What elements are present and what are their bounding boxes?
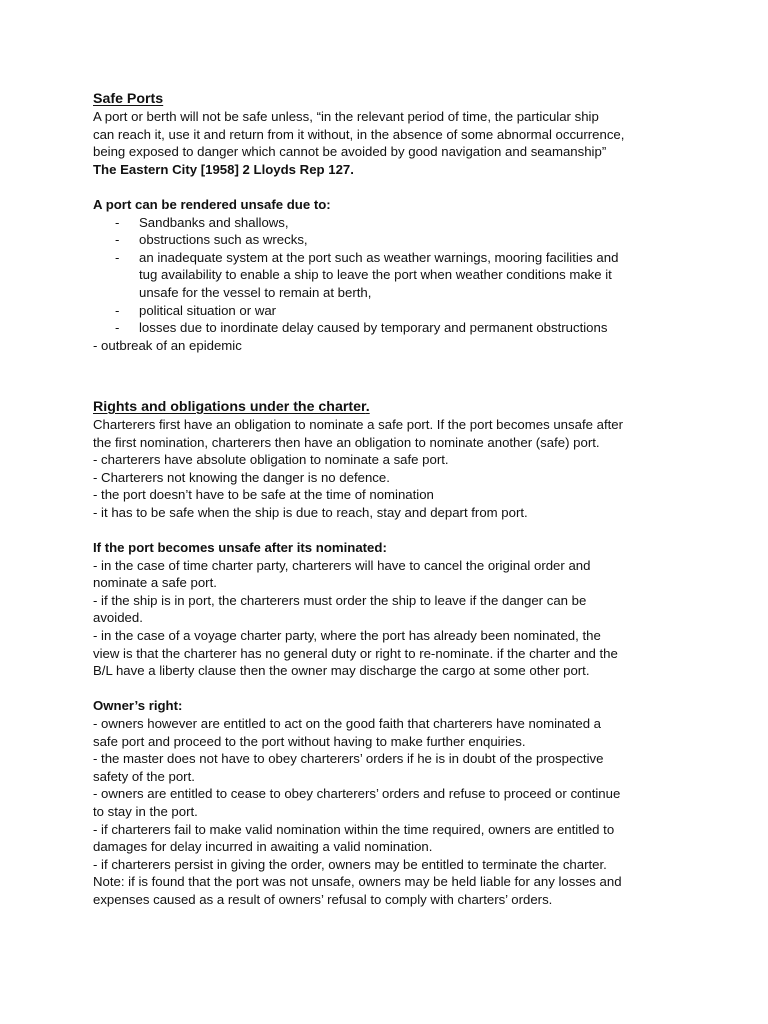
text-line: nominate a safe port. bbox=[93, 575, 217, 591]
text-line: Charterers first have an obligation to nominate a safe port. If the port becomes unsafe after bbox=[93, 416, 623, 432]
list-item bbox=[93, 302, 683, 320]
text-line: - in the case of time charter party, charterers will have to cancel the original order and bbox=[93, 557, 591, 573]
bullet-dash: - bbox=[115, 214, 120, 230]
list-item bbox=[93, 214, 683, 232]
bullet-dash: - bbox=[115, 249, 120, 265]
bullet-dash: - bbox=[115, 302, 120, 318]
text-line: A port or berth will not be safe unless, “in the relevant period of time, the particular ship bbox=[93, 109, 599, 124]
text-line: Sandbanks and shallows, bbox=[139, 214, 289, 230]
rights-paragraph bbox=[93, 416, 683, 522]
text-line: - it has to be safe when the ship is due to reach, stay and depart from port. bbox=[93, 504, 528, 520]
text-line: unsafe for the vessel to remain at berth, bbox=[139, 284, 372, 300]
text-line: - owners are entitled to cease to obey charterers’ orders and refuse to proceed or continue bbox=[93, 786, 621, 802]
text-line: - if charterers fail to make valid nomination within the time required, owners are entitled to bbox=[93, 821, 615, 837]
text-line: - Charterers not knowing the danger is no defence. bbox=[93, 469, 390, 485]
text-line: - if charterers persist in giving the order, owners may be entitled to terminate the charter. bbox=[93, 856, 607, 872]
text-line: Note: if is found that the port was not unsafe, owners may be held liable for any losses and bbox=[93, 874, 622, 890]
text-line: can reach it, use it and return from it without, in the absence of some abnormal occurrence, bbox=[93, 126, 625, 142]
epidemic-line: - outbreak of an epidemic bbox=[93, 337, 242, 353]
text-line: - in the case of a voyage charter party, where the port has already been nominated, the bbox=[93, 628, 601, 644]
text-line: - the master does not have to obey charterers’ orders if he is in doubt of the prospective bbox=[93, 751, 604, 767]
rights-obligations-heading bbox=[93, 398, 683, 416]
list-item bbox=[93, 319, 683, 337]
unsafe-causes-heading: A port can be rendered unsafe due to: bbox=[93, 196, 331, 212]
text-line: damages for delay incurred in awaiting a valid nomination. bbox=[93, 839, 433, 855]
list-item bbox=[93, 249, 683, 302]
quote-paragraph bbox=[93, 108, 683, 161]
text-line: - the port doesn’t have to be safe at the time of nomination bbox=[93, 487, 434, 503]
unsafe-causes-list bbox=[93, 214, 683, 337]
text-line: avoided. bbox=[93, 610, 143, 626]
text-line: obstructions such as wrecks, bbox=[139, 232, 308, 248]
text-line: to stay in the port. bbox=[93, 803, 198, 819]
safe-ports-heading: Safe Ports bbox=[93, 91, 164, 107]
text-line: - owners however are entitled to act on the good faith that charterers have nominated a bbox=[93, 716, 602, 731]
bullet-dash: - bbox=[115, 232, 120, 248]
text-line: safety of the port. bbox=[93, 768, 195, 784]
document-body bbox=[93, 90, 683, 909]
text-line: political situation or war bbox=[139, 302, 277, 318]
text-line: expenses caused as a result of owners’ refusal to comply with charters’ orders. bbox=[93, 891, 553, 907]
text-line: being exposed to danger which cannot be avoided by good navigation and seamanship” bbox=[93, 144, 607, 160]
list-item bbox=[93, 231, 683, 249]
text-line: an inadequate system at the port such as weather warnings, mooring facilities and bbox=[139, 249, 619, 265]
text-line: - charterers have absolute obligation to nominate a safe port. bbox=[93, 452, 449, 468]
unsafe-after-nomination-heading: If the port becomes unsafe after its nominated: bbox=[93, 540, 387, 556]
unsafe-after-nomination-paragraph bbox=[93, 557, 683, 680]
text-line: - if the ship is in port, the charterers must order the ship to leave if the danger can be bbox=[93, 592, 587, 608]
rights-heading-period: . bbox=[365, 398, 370, 415]
rights-heading-text: Rights and obligations under the charter bbox=[93, 398, 366, 415]
bullet-dash: - bbox=[115, 320, 120, 336]
text-line: safe port and proceed to the port without having to make further enquiries. bbox=[93, 733, 526, 749]
text-line: the first nomination, charterers then have an obligation to nominate another (safe) port. bbox=[93, 434, 600, 450]
text-line: losses due to inordinate delay caused by temporary and permanent obstructions bbox=[139, 320, 608, 336]
owners-right-heading: Owner’s right: bbox=[93, 698, 183, 714]
case-citation: The Eastern City [1958] 2 Lloyds Rep 127. bbox=[93, 161, 354, 177]
text-line: view is that the charterer has no general duty or right to re-nominate. if the charter and the bbox=[93, 645, 618, 661]
text-line: tug availability to enable a ship to leave the port when weather conditions make it bbox=[139, 267, 612, 283]
text-line: B/L have a liberty clause then the owner may discharge the cargo at some other port. bbox=[93, 663, 590, 679]
owners-right-paragraph bbox=[93, 715, 683, 909]
